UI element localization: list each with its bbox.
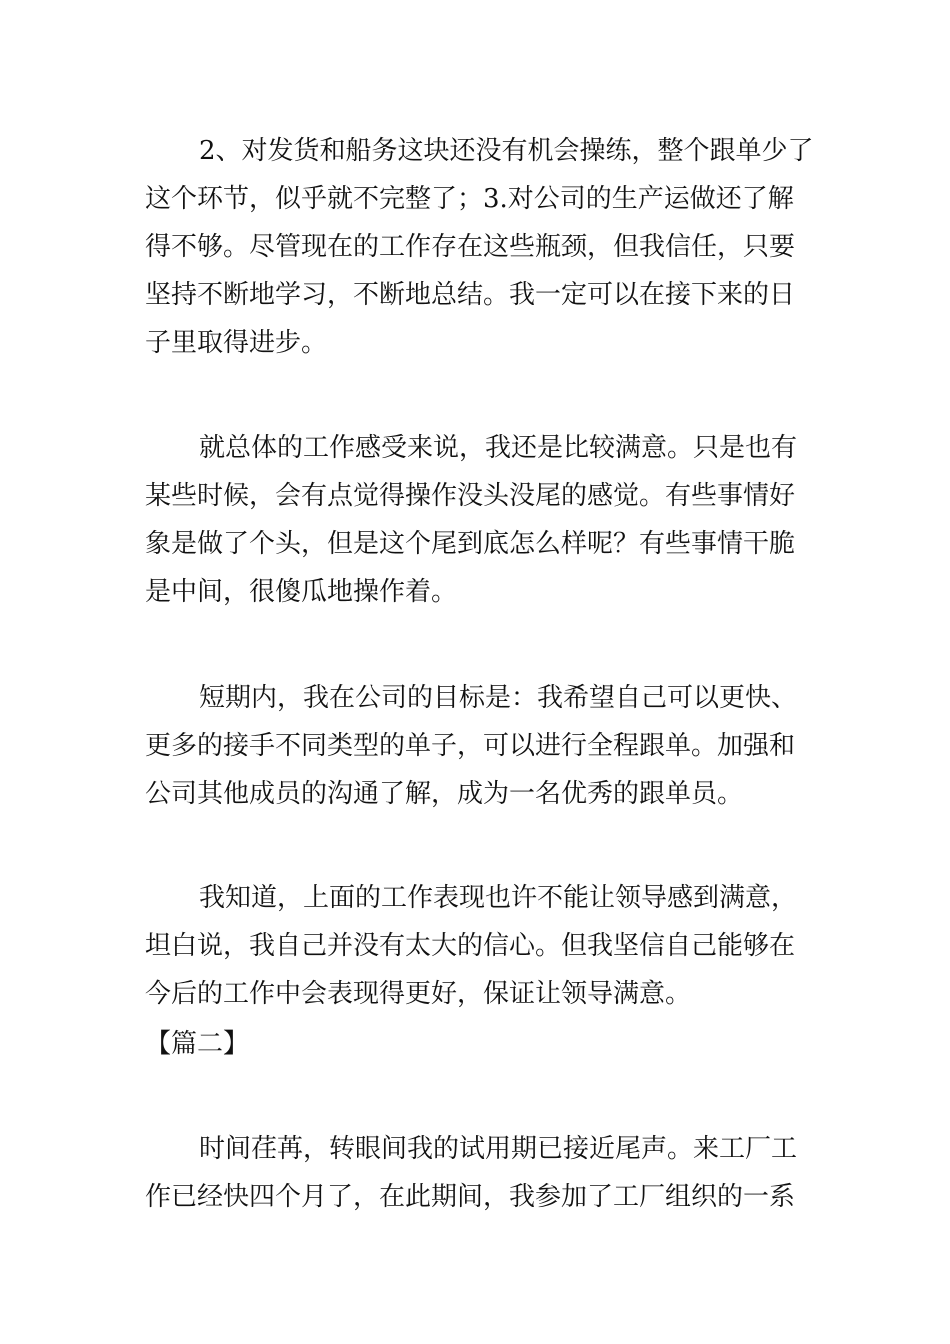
paragraph-1-line-2: 这个环节，似乎就不完整了；3.对公司的生产运做还了解 (145, 184, 794, 214)
section-paragraph-line-2: 作已经快四个月了，在此期间，我参加了工厂组织的一系 (145, 1182, 796, 1212)
section-heading: 【篇二】 (145, 1029, 250, 1059)
paragraph-4-line-1: 我知道，上面的工作表现也许不能让领导感到满意， (199, 883, 798, 913)
paragraph-3-line-1: 短期内，我在公司的目标是：我希望自己可以更快、 (199, 683, 798, 713)
paragraph-3-line-2: 更多的接手不同类型的单子，可以进行全程跟单。加强和 (145, 731, 796, 761)
paragraph-2-line-2: 某些时候，会有点觉得操作没头没尾的感觉。有些事情好 (145, 481, 796, 511)
paragraph-2-line-4: 是中间，很傻瓜地操作着。 (145, 577, 458, 607)
paragraph-1-line-5: 子里取得进步。 (145, 328, 328, 358)
paragraph-1-line-4: 坚持不断地学习，不断地总结。我一定可以在接下来的日 (145, 280, 796, 310)
section-paragraph-line-1: 时间荏苒，转眼间我的试用期已接近尾声。来工厂工 (199, 1134, 798, 1164)
paragraph-2-line-1: 就总体的工作感受来说，我还是比较满意。只是也有 (199, 433, 798, 463)
paragraph-4-line-3: 今后的工作中会表现得更好，保证让领导满意。 (145, 979, 692, 1009)
paragraph-4-line-2: 坦白说，我自己并没有太大的信心。但我坚信自己能够在 (145, 931, 796, 961)
paragraph-1-line-1: 2、对发货和船务这块还没有机会操练，整个跟单少了 (199, 136, 814, 166)
paragraph-1-line-3: 得不够。尽管现在的工作存在这些瓶颈，但我信任，只要 (145, 232, 796, 262)
paragraph-2-line-3: 象是做了个头，但是这个尾到底怎么样呢？有些事情干脆 (145, 529, 796, 559)
paragraph-3-line-3: 公司其他成员的沟通了解，成为一名优秀的跟单员。 (145, 779, 744, 809)
